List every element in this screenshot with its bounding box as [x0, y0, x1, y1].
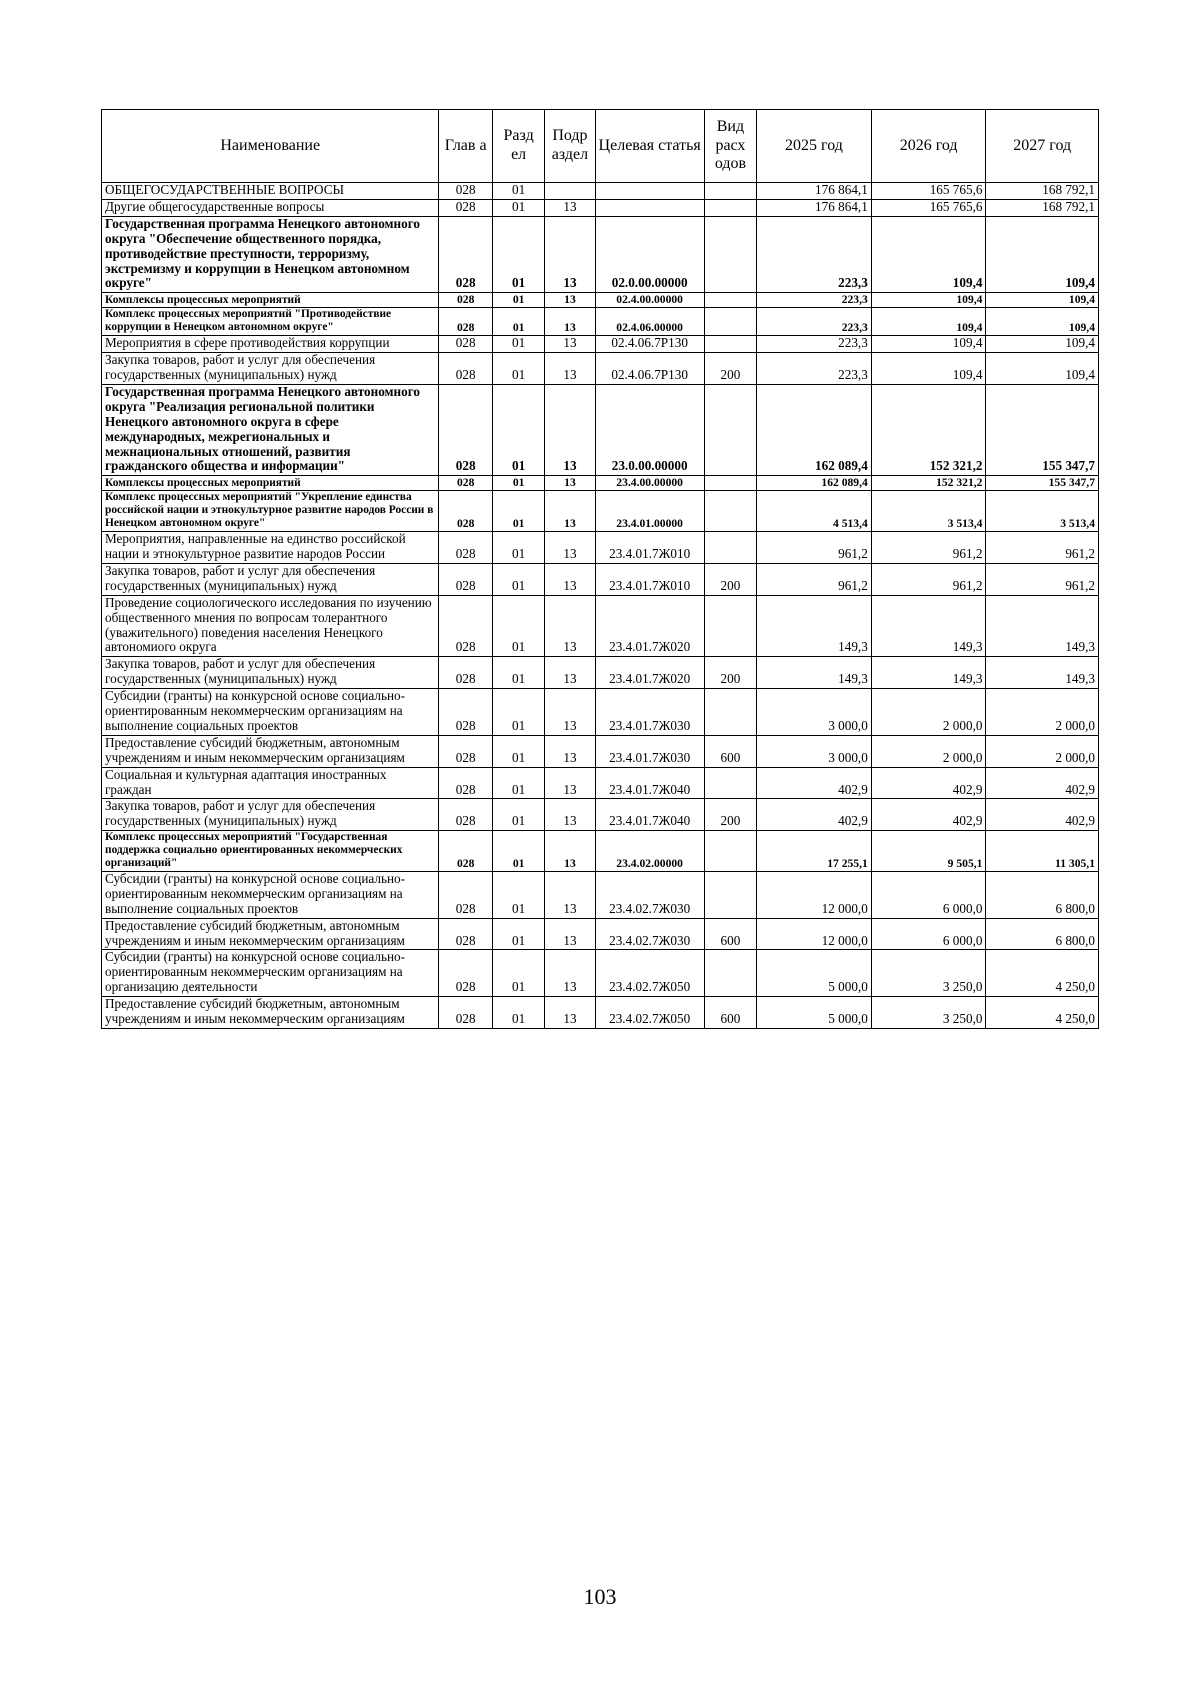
row-2026: 165 765,6: [871, 183, 986, 200]
row-podrazdel: 13: [545, 657, 595, 689]
row-glava: 028: [439, 657, 493, 689]
table-row: [102, 595, 1099, 657]
row-podrazdel: 13: [545, 997, 595, 1029]
header-vid: Вид расх одов: [704, 110, 756, 183]
row-podrazdel: 13: [545, 735, 595, 767]
table-row: [102, 689, 1099, 736]
row-2026: 3 250,0: [871, 950, 986, 997]
row-target: 23.4.00.00000: [595, 476, 704, 491]
row-name: Мероприятия в сфере противодействия коррупции: [102, 336, 439, 353]
row-target: 02.4.06.7Р130: [595, 353, 704, 385]
row-target: 02.4.06.7Р130: [595, 336, 704, 353]
row-razdel: 01: [492, 950, 544, 997]
row-2025: 17 255,1: [757, 831, 872, 872]
row-name: Другие общегосударственные вопросы: [102, 199, 439, 216]
table-row: [102, 997, 1099, 1029]
row-name: Субсидии (гранты) на конкурсной основе социально-ориентированным некоммерческим организациям на организацию деятельности: [102, 950, 439, 997]
row-glava: 028: [439, 997, 493, 1029]
row-2025: 402,9: [757, 799, 872, 831]
row-target: 23.4.01.7Ж020: [595, 595, 704, 657]
row-2026: 165 765,6: [871, 199, 986, 216]
table-row: [102, 384, 1099, 475]
row-2025: 223,3: [757, 293, 872, 308]
row-razdel: 01: [492, 689, 544, 736]
row-2027: 109,4: [986, 353, 1099, 385]
row-razdel: 01: [492, 831, 544, 872]
table-row: [102, 308, 1099, 336]
row-2027: 149,3: [986, 595, 1099, 657]
row-razdel: 01: [492, 384, 544, 475]
row-razdel: 01: [492, 183, 544, 200]
row-target: 23.4.01.7Ж030: [595, 689, 704, 736]
row-podrazdel: 13: [545, 476, 595, 491]
row-2026: 149,3: [871, 657, 986, 689]
row-target: 23.0.00.00000: [595, 384, 704, 475]
header-podrazdel: Подр аздел: [545, 110, 595, 183]
row-2026: 109,4: [871, 336, 986, 353]
row-name: Государственная программа Ненецкого автономного округа "Обеспечение общественного порядка, противодействие преступности, терроризму, экстремизму и коррупции в Ненецком автономном округе": [102, 216, 439, 293]
row-glava: 028: [439, 308, 493, 336]
row-vid: [704, 767, 756, 799]
row-vid: [704, 871, 756, 918]
row-razdel: 01: [492, 595, 544, 657]
row-razdel: 01: [492, 491, 544, 532]
row-podrazdel: 13: [545, 831, 595, 872]
row-vid: [704, 293, 756, 308]
row-name: Закупка товаров, работ и услуг для обеспечения государственных (муниципальных) нужд: [102, 353, 439, 385]
table-row: [102, 532, 1099, 564]
row-glava: 028: [439, 831, 493, 872]
row-vid: [704, 183, 756, 200]
row-vid: 200: [704, 657, 756, 689]
row-2027: 4 250,0: [986, 950, 1099, 997]
row-podrazdel: [545, 183, 595, 200]
header-2027: 2027 год: [986, 110, 1099, 183]
row-glava: 028: [439, 491, 493, 532]
row-target: 02.4.00.00000: [595, 293, 704, 308]
row-name: Комплексы процессных мероприятий: [102, 293, 439, 308]
row-glava: 028: [439, 183, 493, 200]
row-2026: 6 000,0: [871, 918, 986, 950]
row-2025: 5 000,0: [757, 997, 872, 1029]
table-row: [102, 183, 1099, 200]
table-row: [102, 735, 1099, 767]
row-podrazdel: 13: [545, 918, 595, 950]
row-name: Субсидии (гранты) на конкурсной основе социально-ориентированным некоммерческим организациям на выполнение социальных проектов: [102, 689, 439, 736]
row-2026: 3 250,0: [871, 997, 986, 1029]
row-vid: 200: [704, 563, 756, 595]
row-2026: 152 321,2: [871, 384, 986, 475]
row-razdel: 01: [492, 871, 544, 918]
row-target: 23.4.02.7Ж030: [595, 871, 704, 918]
row-2025: 162 089,4: [757, 384, 872, 475]
table-row: [102, 657, 1099, 689]
row-name: ОБЩЕГОСУДАРСТВЕННЫЕ ВОПРОСЫ: [102, 183, 439, 200]
row-glava: 028: [439, 532, 493, 564]
row-name: Предоставление субсидий бюджетным, автономным учреждениям и иным некоммерческим организациям: [102, 735, 439, 767]
row-2025: 223,3: [757, 336, 872, 353]
row-razdel: 01: [492, 563, 544, 595]
row-target: 23.4.02.7Ж030: [595, 918, 704, 950]
row-2027: 109,4: [986, 293, 1099, 308]
row-2027: 168 792,1: [986, 199, 1099, 216]
row-razdel: 01: [492, 199, 544, 216]
row-2025: 12 000,0: [757, 871, 872, 918]
row-glava: 028: [439, 767, 493, 799]
row-vid: [704, 216, 756, 293]
table-row: [102, 199, 1099, 216]
row-target: 23.4.01.7Ж010: [595, 563, 704, 595]
row-vid: [704, 689, 756, 736]
row-2025: 12 000,0: [757, 918, 872, 950]
row-2025: 223,3: [757, 216, 872, 293]
row-name: Предоставление субсидий бюджетным, автономным учреждениям и иным некоммерческим организациям: [102, 997, 439, 1029]
row-vid: 200: [704, 353, 756, 385]
row-glava: 028: [439, 595, 493, 657]
row-target: 23.4.02.00000: [595, 831, 704, 872]
row-2027: 961,2: [986, 532, 1099, 564]
row-name: Закупка товаров, работ и услуг для обеспечения государственных (муниципальных) нужд: [102, 563, 439, 595]
row-podrazdel: 13: [545, 871, 595, 918]
table-row: [102, 336, 1099, 353]
row-vid: 200: [704, 799, 756, 831]
row-glava: 028: [439, 293, 493, 308]
row-vid: [704, 831, 756, 872]
table-row: [102, 871, 1099, 918]
row-2026: 2 000,0: [871, 735, 986, 767]
row-2027: 2 000,0: [986, 735, 1099, 767]
header-target: Целевая статья: [595, 110, 704, 183]
row-glava: 028: [439, 735, 493, 767]
row-name: Закупка товаров, работ и услуг для обеспечения государственных (муниципальных) нужд: [102, 799, 439, 831]
row-podrazdel: 13: [545, 353, 595, 385]
row-2025: 3 000,0: [757, 689, 872, 736]
row-podrazdel: 13: [545, 689, 595, 736]
row-glava: 028: [439, 799, 493, 831]
row-2027: 109,4: [986, 216, 1099, 293]
header-name: Наименование: [102, 110, 439, 183]
row-razdel: 01: [492, 767, 544, 799]
row-vid: 600: [704, 997, 756, 1029]
row-2025: 402,9: [757, 767, 872, 799]
table-row: [102, 216, 1099, 293]
row-vid: [704, 950, 756, 997]
row-glava: 028: [439, 476, 493, 491]
row-name: Закупка товаров, работ и услуг для обеспечения государственных (муниципальных) нужд: [102, 657, 439, 689]
row-2025: 3 000,0: [757, 735, 872, 767]
row-2025: 223,3: [757, 353, 872, 385]
row-name: Комплекс процессных мероприятий "Укрепление единства российской нации и этнокультурное развитие народов России в Ненецком автономном округе": [102, 491, 439, 532]
row-podrazdel: 13: [545, 216, 595, 293]
row-glava: 028: [439, 950, 493, 997]
row-glava: 028: [439, 216, 493, 293]
row-target: 23.4.01.7Ж030: [595, 735, 704, 767]
row-2026: 9 505,1: [871, 831, 986, 872]
row-name: Комплекс процессных мероприятий "Противодействие коррупции в Ненецком автономном округе": [102, 308, 439, 336]
header-2026: 2026 год: [871, 110, 986, 183]
row-target: 23.4.01.7Ж010: [595, 532, 704, 564]
row-2025: 176 864,1: [757, 199, 872, 216]
row-2026: 6 000,0: [871, 871, 986, 918]
table-row: [102, 950, 1099, 997]
table-row: [102, 767, 1099, 799]
budget-table: [101, 109, 1099, 1029]
row-2026: 109,4: [871, 216, 986, 293]
table-row: [102, 831, 1099, 872]
row-razdel: 01: [492, 336, 544, 353]
row-name: Субсидии (гранты) на конкурсной основе социально-ориентированным некоммерческим организациям на выполнение социальных проектов: [102, 871, 439, 918]
row-target: 23.4.01.7Ж040: [595, 799, 704, 831]
row-2027: 11 305,1: [986, 831, 1099, 872]
row-2025: 961,2: [757, 563, 872, 595]
row-2027: 4 250,0: [986, 997, 1099, 1029]
row-podrazdel: 13: [545, 563, 595, 595]
row-glava: 028: [439, 689, 493, 736]
row-podrazdel: 13: [545, 767, 595, 799]
row-2027: 961,2: [986, 563, 1099, 595]
row-2027: 2 000,0: [986, 689, 1099, 736]
row-vid: [704, 476, 756, 491]
table-row: [102, 491, 1099, 532]
row-target: 23.4.01.00000: [595, 491, 704, 532]
row-glava: 028: [439, 353, 493, 385]
row-glava: 028: [439, 563, 493, 595]
row-2027: 155 347,7: [986, 384, 1099, 475]
table-row: [102, 353, 1099, 385]
row-razdel: 01: [492, 532, 544, 564]
header-2025: 2025 год: [757, 110, 872, 183]
row-2025: 4 513,4: [757, 491, 872, 532]
page-number: 103: [583, 1584, 617, 1609]
row-2026: 2 000,0: [871, 689, 986, 736]
header-razdel: Разд ел: [492, 110, 544, 183]
row-razdel: 01: [492, 293, 544, 308]
row-vid: [704, 308, 756, 336]
row-podrazdel: 13: [545, 308, 595, 336]
row-podrazdel: 13: [545, 336, 595, 353]
row-razdel: 01: [492, 476, 544, 491]
row-podrazdel: 13: [545, 595, 595, 657]
row-razdel: 01: [492, 308, 544, 336]
row-glava: 028: [439, 336, 493, 353]
row-vid: [704, 532, 756, 564]
row-glava: 028: [439, 199, 493, 216]
row-vid: [704, 384, 756, 475]
row-2027: 6 800,0: [986, 918, 1099, 950]
row-name: Социальная и культурная адаптация иностранных граждан: [102, 767, 439, 799]
row-2026: 3 513,4: [871, 491, 986, 532]
row-target: 23.4.01.7Ж040: [595, 767, 704, 799]
table-row: [102, 293, 1099, 308]
row-2025: 5 000,0: [757, 950, 872, 997]
row-target: [595, 183, 704, 200]
table-row: [102, 918, 1099, 950]
row-target: [595, 199, 704, 216]
row-name: Мероприятия, направленные на единство российской нации и этнокультурное развитие народов России: [102, 532, 439, 564]
row-2026: 109,4: [871, 353, 986, 385]
row-2026: 109,4: [871, 293, 986, 308]
row-name: Проведение социологического исследования по изучению общественного мнения по вопросам толерантного (уважительного) поведения населения Ненецкого автономиого округа: [102, 595, 439, 657]
row-2026: 961,2: [871, 563, 986, 595]
row-vid: 600: [704, 918, 756, 950]
row-razdel: 01: [492, 216, 544, 293]
row-target: 23.4.01.7Ж020: [595, 657, 704, 689]
row-2026: 109,4: [871, 308, 986, 336]
row-name: Комплексы процессных мероприятий: [102, 476, 439, 491]
row-glava: 028: [439, 871, 493, 918]
row-vid: [704, 491, 756, 532]
row-razdel: 01: [492, 799, 544, 831]
row-target: 23.4.02.7Ж050: [595, 997, 704, 1029]
row-2027: 168 792,1: [986, 183, 1099, 200]
row-podrazdel: 13: [545, 799, 595, 831]
row-2025: 162 089,4: [757, 476, 872, 491]
row-razdel: 01: [492, 657, 544, 689]
table-row: [102, 476, 1099, 491]
row-2027: 402,9: [986, 767, 1099, 799]
row-2026: 402,9: [871, 767, 986, 799]
row-2027: 3 513,4: [986, 491, 1099, 532]
table-row: [102, 799, 1099, 831]
row-podrazdel: 13: [545, 491, 595, 532]
row-2027: 155 347,7: [986, 476, 1099, 491]
row-vid: [704, 199, 756, 216]
row-vid: [704, 595, 756, 657]
row-2025: 149,3: [757, 657, 872, 689]
row-2025: 149,3: [757, 595, 872, 657]
row-2026: 402,9: [871, 799, 986, 831]
table-row: [102, 563, 1099, 595]
row-razdel: 01: [492, 918, 544, 950]
row-name: Предоставление субсидий бюджетным, автономным учреждениям и иным некоммерческим организациям: [102, 918, 439, 950]
row-name: Комплекс процессных мероприятий "Государственная поддержка социально ориентированных некоммерческих организаций": [102, 831, 439, 872]
row-target: 02.4.06.00000: [595, 308, 704, 336]
row-vid: 600: [704, 735, 756, 767]
row-2027: 402,9: [986, 799, 1099, 831]
row-razdel: 01: [492, 353, 544, 385]
row-name: Государственная программа Ненецкого автономного округа "Реализация региональной политики Ненецкого автономного округа в сфере международных, межрегиональных и межнациональных отношений, развития гражданского общества и информации": [102, 384, 439, 475]
row-2025: 223,3: [757, 308, 872, 336]
row-2027: 109,4: [986, 308, 1099, 336]
row-2027: 6 800,0: [986, 871, 1099, 918]
row-podrazdel: 13: [545, 532, 595, 564]
row-glava: 028: [439, 384, 493, 475]
header-glava: Глав а: [439, 110, 493, 183]
row-podrazdel: 13: [545, 950, 595, 997]
row-2027: 109,4: [986, 336, 1099, 353]
row-2025: 176 864,1: [757, 183, 872, 200]
row-razdel: 01: [492, 735, 544, 767]
row-razdel: 01: [492, 997, 544, 1029]
row-podrazdel: 13: [545, 293, 595, 308]
header-row: [102, 110, 1099, 183]
row-2025: 961,2: [757, 532, 872, 564]
row-2026: 961,2: [871, 532, 986, 564]
row-target: 02.0.00.00000: [595, 216, 704, 293]
row-2026: 149,3: [871, 595, 986, 657]
row-glava: 028: [439, 918, 493, 950]
row-podrazdel: 13: [545, 384, 595, 475]
row-vid: [704, 336, 756, 353]
row-target: 23.4.02.7Ж050: [595, 950, 704, 997]
row-podrazdel: 13: [545, 199, 595, 216]
row-2026: 152 321,2: [871, 476, 986, 491]
row-2027: 149,3: [986, 657, 1099, 689]
